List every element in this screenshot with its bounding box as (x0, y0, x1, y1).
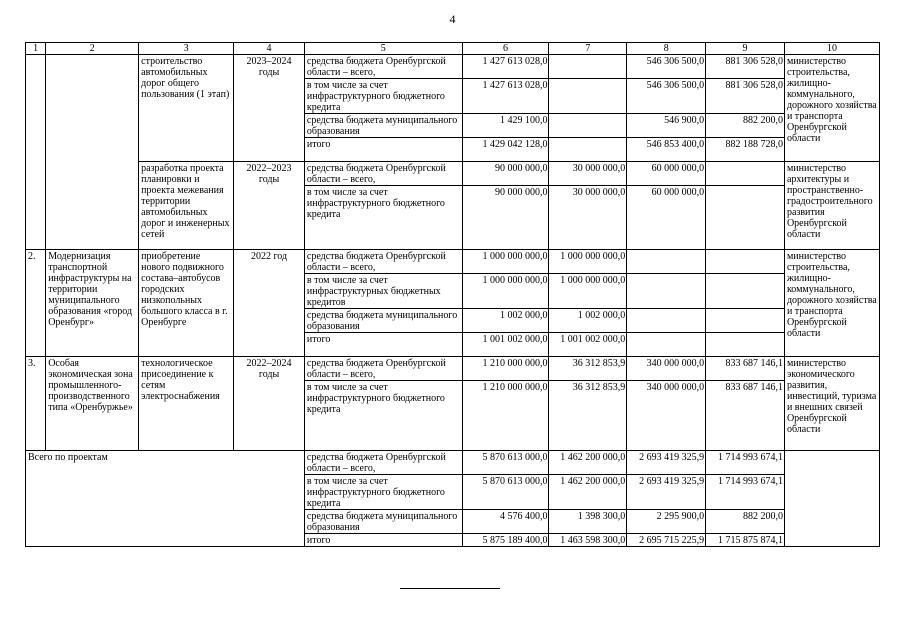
value-cell: 546 900,0 (627, 114, 706, 138)
value-cell: 1 002 000,0 (462, 309, 549, 333)
value-cell (549, 138, 627, 162)
value-cell (549, 79, 627, 114)
value-cell: 882 200,0 (706, 510, 785, 534)
value-cell: 1 463 598 300,0 (549, 534, 627, 547)
value-cell: 60 000 000,0 (627, 186, 706, 250)
value-cell: 90 000 000,0 (462, 186, 549, 250)
value-cell (706, 333, 785, 357)
value-cell: 1 714 993 674,1 (706, 451, 785, 475)
table-row (26, 451, 880, 475)
executor-cell: министерство экономического развития, инвестиций, туризма и внешних связей Оренбургской области (784, 357, 879, 451)
value-cell: 2 295 900,0 (627, 510, 706, 534)
value-cell: 1 000 000 000,0 (462, 250, 549, 274)
value-cell: 1 210 000 000,0 (462, 357, 549, 381)
value-cell: 36 312 853,9 (549, 357, 627, 381)
value-cell (706, 309, 785, 333)
value-cell (549, 55, 627, 79)
value-cell: 60 000 000,0 (627, 162, 706, 186)
value-cell: 1 715 875 874,1 (706, 534, 785, 547)
source-cell: средства бюджета Оренбургской области – всего, (304, 357, 462, 381)
source-cell: средства бюджета муниципального образования (304, 510, 462, 534)
years-cell: 2022–2023 годы (234, 162, 305, 250)
value-cell: 881 306 528,0 (706, 55, 785, 79)
header-cell: 10 (784, 43, 879, 55)
value-cell: 1 427 613 028,0 (462, 79, 549, 114)
value-cell: 1 000 000 000,0 (549, 274, 627, 309)
table-row (26, 162, 880, 186)
value-cell: 1 000 000 000,0 (549, 250, 627, 274)
value-cell: 5 870 613 000,0 (462, 475, 549, 510)
activity-cell: строительство автомобильных дорог общего пользования (1 этап) (139, 55, 234, 162)
row-index (26, 55, 46, 250)
row-index: 2. (26, 250, 46, 357)
value-cell: 1 427 613 028,0 (462, 55, 549, 79)
value-cell (706, 186, 785, 250)
years-cell: 2022–2024 годы (234, 357, 305, 451)
executor-cell (784, 451, 879, 547)
value-cell: 833 687 146,1 (706, 381, 785, 451)
value-cell: 546 853 400,0 (627, 138, 706, 162)
source-cell: средства бюджета Оренбургской области – всего, (304, 250, 462, 274)
executor-cell: министерство архитектуры и пространственно-градостроительного развития Оренбургской области (784, 162, 879, 250)
value-cell: 4 576 400,0 (462, 510, 549, 534)
value-cell (706, 274, 785, 309)
source-cell: средства бюджета Оренбургской области – всего, (304, 162, 462, 186)
project-name: Особая экономическая зона промышленного-производственного типа «Оренбуржье» (46, 357, 139, 451)
value-cell: 2 695 715 225,9 (627, 534, 706, 547)
value-cell: 1 462 200 000,0 (549, 451, 627, 475)
page-number: 4 (449, 12, 456, 26)
source-cell: в том числе за счет инфраструктурного бюджетного кредита (304, 381, 462, 451)
value-cell: 340 000 000,0 (627, 357, 706, 381)
value-cell: 1 000 000 000,0 (462, 274, 549, 309)
activity-cell: приобретение нового подвижного состава–автобусов городских низкопольных большого класса в г. Оренбурге (139, 250, 234, 357)
value-cell: 546 306 500,0 (627, 55, 706, 79)
value-cell: 30 000 000,0 (549, 162, 627, 186)
source-cell: итого (304, 333, 462, 357)
header-cell: 1 (26, 43, 46, 55)
source-cell: итого (304, 534, 462, 547)
value-cell: 1 001 002 000,0 (549, 333, 627, 357)
source-cell: средства бюджета муниципального образования (304, 309, 462, 333)
budget-table (25, 42, 880, 547)
value-cell: 881 306 528,0 (706, 79, 785, 114)
activity-cell: технологическое присоединение к сетям электроснабжения (139, 357, 234, 451)
value-cell: 5 875 189 400,0 (462, 534, 549, 547)
header-cell: 8 (627, 43, 706, 55)
source-cell: средства бюджета муниципального образования (304, 114, 462, 138)
value-cell (549, 114, 627, 138)
project-name (46, 55, 139, 250)
value-cell: 882 200,0 (706, 114, 785, 138)
value-cell: 340 000 000,0 (627, 381, 706, 451)
value-cell: 1 714 993 674,1 (706, 475, 785, 510)
value-cell: 90 000 000,0 (462, 162, 549, 186)
header-cell: 5 (304, 43, 462, 55)
value-cell: 1 429 042 128,0 (462, 138, 549, 162)
value-cell: 833 687 146,1 (706, 357, 785, 381)
table-row (26, 357, 880, 381)
table-row (26, 250, 880, 274)
executor-cell: министерство строительства, жилищно-коммунального, дорожного хозяйства и транспорта Оренбургской области (784, 250, 879, 357)
value-cell: 30 000 000,0 (549, 186, 627, 250)
source-cell: в том числе за счет инфраструктурных бюджетных кредитов (304, 274, 462, 309)
value-cell: 1 462 200 000,0 (549, 475, 627, 510)
source-cell: средства бюджета Оренбургской области – всего, (304, 451, 462, 475)
value-cell: 546 306 500,0 (627, 79, 706, 114)
row-index: 3. (26, 357, 46, 451)
source-cell: в том числе за счет инфраструктурного бюджетного кредита (304, 186, 462, 250)
value-cell (706, 162, 785, 186)
source-cell: в том числе за счет инфраструктурного бюджетного кредита (304, 475, 462, 510)
header-cell: 6 (462, 43, 549, 55)
value-cell (627, 274, 706, 309)
activity-cell: разработка проекта планировки и проекта межевания территории автомобильных дорог и инженерных сетей (139, 162, 234, 250)
header-cell: 3 (139, 43, 234, 55)
header-row (26, 43, 880, 55)
source-cell: средства бюджета Оренбургской области – всего, (304, 55, 462, 79)
years-cell: 2022 год (234, 250, 305, 357)
executor-cell: министерство строительства, жилищно-коммунального, дорожного хозяйства и транспорта Оренбургской области (784, 55, 879, 162)
source-cell: итого (304, 138, 462, 162)
value-cell: 882 188 728,0 (706, 138, 785, 162)
header-cell: 9 (706, 43, 785, 55)
value-cell (627, 309, 706, 333)
value-cell (627, 333, 706, 357)
header-cell: 7 (549, 43, 627, 55)
value-cell (706, 250, 785, 274)
end-rule (400, 588, 500, 589)
project-name: Модернизация транспортной инфраструктуры на территории муниципального образования «город Оренбург» (46, 250, 139, 357)
header-cell: 4 (234, 43, 305, 55)
value-cell: 1 210 000 000,0 (462, 381, 549, 451)
total-label: Всего по проектам (26, 451, 305, 547)
value-cell: 1 398 300,0 (549, 510, 627, 534)
years-cell: 2023–2024 годы (234, 55, 305, 162)
value-cell: 2 693 419 325,9 (627, 451, 706, 475)
value-cell: 36 312 853,9 (549, 381, 627, 451)
header-cell: 2 (46, 43, 139, 55)
value-cell: 2 693 419 325,9 (627, 475, 706, 510)
value-cell: 1 002 000,0 (549, 309, 627, 333)
value-cell (627, 250, 706, 274)
table-row (26, 55, 880, 79)
value-cell: 5 870 613 000,0 (462, 451, 549, 475)
value-cell: 1 429 100,0 (462, 114, 549, 138)
value-cell: 1 001 002 000,0 (462, 333, 549, 357)
source-cell: в том числе за счет инфраструктурного бюджетного кредита (304, 79, 462, 114)
